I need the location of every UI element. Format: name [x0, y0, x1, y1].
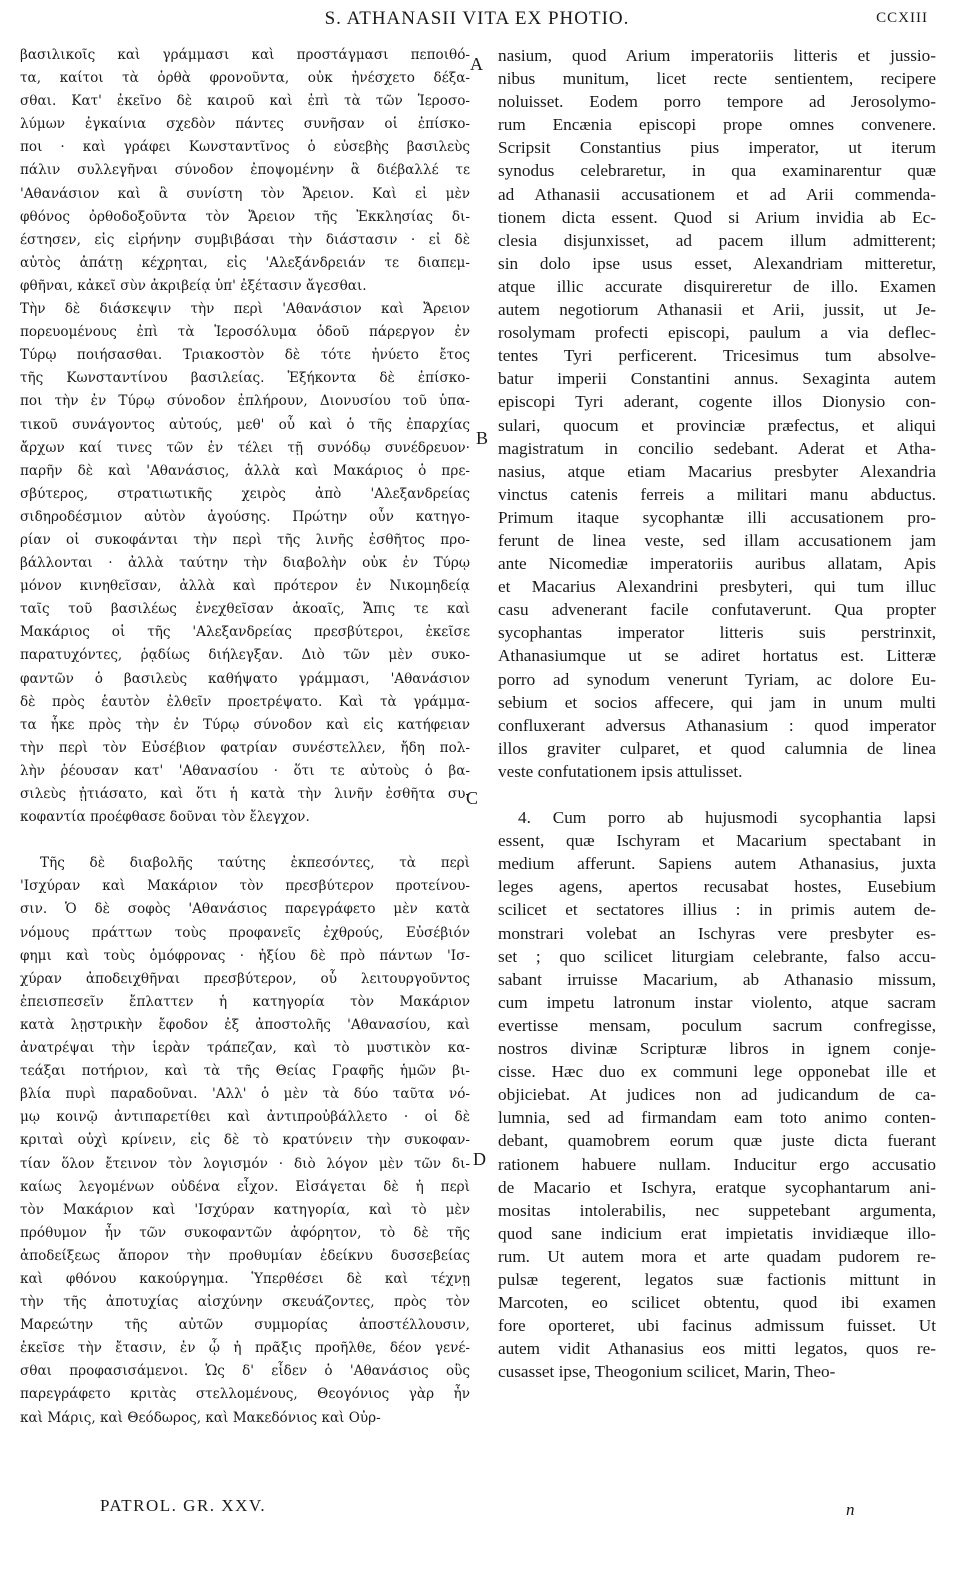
greek-text-line: βάλλονται · ἀλλὰ ταύτην τὴν διαβολὴν οὐκ ἐν Τύρῳ — [20, 555, 470, 572]
latin-text-line: clesia disjunxisset, ad pacem illum admitterent; — [498, 230, 936, 250]
latin-text-line: Scripsit Constantius pius imperator, ut iterum — [498, 138, 936, 158]
greek-text-line: ρίαν οἱ συκοφάνται τὴν περὶ τῆς λινῆς ἐσθῆτος προ- — [20, 531, 470, 548]
footer-volume: PATROL. GR. XXV. — [100, 1496, 267, 1515]
latin-text-line: ad Athanasii accusationem et ad Arii commenda- — [498, 184, 936, 204]
running-title: S. ATHANASII VITA EX PHOTIO. — [324, 8, 630, 29]
greek-text-line: Τύρῳ ποιήσασθαι. Τριακοστὸν δὲ τότε ἠνύετο ἔτος — [20, 347, 470, 364]
greek-text-line: λὴν ῥέουσαν κατ' 'Αθανασίου · ὅτι τε αὐτοὺς ὁ βα- — [20, 762, 470, 779]
latin-text-line: cisse. Hæc duo ex communi lege opponebat ille et — [498, 1062, 936, 1082]
greek-text-line: κριταὶ οὐχὶ κρίνειν, εἰς δὲ τὸ κρατύνειν τὴν συκοφαν- — [20, 1132, 470, 1149]
greek-text-line: αὐτὸς ἀπάτῃ κέχρηται, εἰς 'Αλεξάνδρειάν τε διαπεμ- — [20, 254, 470, 271]
greek-column — [20, 44, 470, 1430]
greek-text-line: τικοῦ συνάγοντος αὐτούς, μεθ' οὗ καὶ ὁ τῆς ἐπαρχίας — [20, 416, 470, 433]
greek-text-line: σιλεὺς ᾐτιάσατο, καὶ ὅτι ἡ κατὰ τὴν λινῆν ἐσθῆτα συ- — [20, 786, 470, 802]
greek-text-line: τα, καίτοι τὰ ὀρθὰ φρονοῦντα, οὐκ ἠνέσχετο δέξα- — [20, 70, 470, 87]
margin-letter-a: A — [470, 54, 483, 74]
latin-text-line: rum Encænia episcopi prope omnes convenere. — [498, 115, 936, 135]
latin-text-line: noluisset. Eodem porro tempore ad Jerosolymo- — [498, 92, 936, 112]
latin-text-line: autem vidit Athanasius eos mitti legatos, quos re- — [498, 1339, 936, 1359]
latin-text-line: ante Nicomediæ imperatoriis auribus allatam, Apis — [498, 554, 936, 574]
greek-text-line: λύμων ἐγκαίνια σχεδὸν πάντες συνῆσαν οἱ ἐπίσκο- — [20, 116, 470, 133]
greek-text-line: τὸν Μακάριον καὶ 'Ισχύραν κατηγορία, καὶ τὸ μὲν — [20, 1201, 470, 1218]
latin-text-line: porro ad synodum venerunt Tyriam, ac dolore Eu- — [498, 669, 936, 689]
latin-text-line: de Macario et Ischyra, eratque sycophantarum ani- — [498, 1177, 936, 1197]
greek-text-line: τῆς Κωνσταντίνου βασιλείας. Ἑξήκοντα δὲ ἐπίσκο- — [20, 370, 470, 387]
latin-text-line: casu advenerant facile confutaverunt. Qua propter — [498, 600, 936, 620]
greek-text-line: Τὴν δὲ διάσκεψιν τὴν περὶ 'Αθανάσιον καὶ Ἄρειον — [20, 301, 470, 318]
greek-text-line: σβύτερος, στρατιωτικῆς χειρὸς ἀπὸ 'Αλεξανδρείας — [20, 485, 470, 502]
latin-text-line: sulari, quocum et provinciæ præfectus, et aliqui — [498, 415, 936, 435]
latin-text-line: fore oporteret, ubi facinus admissum fuisset. Ut — [498, 1316, 936, 1336]
latin-text-line: tentes Tyri perficerent. Tricesimus tum absolve- — [498, 346, 936, 366]
latin-text-line: cusasset ipse, Theogonium scilicet, Marin, Theo- — [498, 1362, 836, 1382]
latin-text-line: quod sane indicium erat impietatis invidiæque illo- — [498, 1223, 936, 1243]
greek-text-line: σθαι. Κατ' ἐκεῖνο δὲ καιροῦ καὶ ἐπὶ τὰ τῶν Ἱεροσο- — [20, 93, 470, 110]
running-header — [0, 8, 954, 38]
latin-text-line: monstrari volebat an Ischyras vere presbyter es- — [498, 923, 936, 943]
greek-text-line: τα ἧκε πρὸς τὴν ἐν Τύρῳ σύνοδον καὶ εἰς κατήφειαν — [20, 716, 470, 733]
greek-text-line: πάλιν συλλεγῆναι σύνοδον ἐποψομένην ἃ διέβαλλέ τε — [20, 162, 470, 179]
greek-text-line: νόμους πράττων τοὺς προφανεῖς ἐχθρούς, Εὐσέβιόν — [20, 924, 470, 941]
latin-text-line: episcopi Tyri aderant, cogente illos Dionysio con- — [498, 392, 936, 412]
greek-text-line: Τῆς δὲ διαβολῆς ταύτης ἐκπεσόντες, τὰ περὶ — [40, 855, 470, 872]
latin-text-line: rationem habuere nullam. Inducitur ergo accusatio — [498, 1154, 936, 1174]
latin-text-line: scilicet et sectatores illius : in primis autem de- — [498, 900, 936, 920]
latin-text-line: atque illic accurate disquireretur de illo. Examen — [498, 276, 936, 296]
latin-text-line: Primum itaque sycophantæ illi accusationem pro- — [498, 507, 936, 527]
latin-text-line: et Macarius Alexandrini presbyteri, qui tum illuc — [498, 577, 936, 597]
greek-text-line: ἐκεῖσε τὴν ἔτασιν, ἐν ᾧ ἡ πρᾶξις προῆλθε, δέον γενέ- — [20, 1340, 470, 1357]
latin-text-line: magistratum in concilio sedebant. Aderat et Atha- — [498, 438, 936, 458]
greek-text-line: παρῆν δὲ καὶ 'Αθανάσιος, ἀλλὰ καὶ Μακάριος ὁ πρε- — [20, 462, 470, 479]
greek-text-line: δὲ πρὸς ἑαυτὸν ἐλθεῖν προετρέψατο. Καὶ τὰ γράμμα- — [20, 693, 470, 710]
greek-text-line: φημι καὶ τοὺς ὁμόφρονας · ἠξίου δὲ πρὸ πάντων 'Ισ- — [20, 947, 470, 964]
greek-text-line: 'Ισχύραν καὶ Μακάριον τὸν πρεσβύτερον προτείνου- — [20, 878, 470, 895]
greek-text-line: τὴν περὶ τὸν Εὐσέβιον φατρίαν συνέστελλεν, ἤδη πολ- — [20, 739, 470, 756]
greek-text-line: ποι · καὶ γράφει Κωνσταντῖνος ὁ εὐσεβὴς βασιλεὺς — [20, 139, 470, 156]
latin-text-line: nasium, quod Arium imperatoriis litteris et jussio- — [498, 46, 936, 65]
latin-text-line: nibus munitum, licet recte sentientem, recipere — [498, 69, 936, 89]
latin-text-line: synodus celebraretur, in qua examinarentur quæ — [498, 161, 936, 181]
latin-text-line: sabant irruisse Macarium, ab Athanasio missum, — [498, 969, 936, 989]
latin-text-line: ferunt de linea veste, sed illam accusationem jam — [498, 530, 936, 550]
margin-letter-c: C — [466, 788, 479, 808]
margin-letter-d: D — [473, 1149, 486, 1169]
greek-text-line: 'Αθανάσιον καὶ ἃ συνίστη τὸν Ἄρειον. Καὶ εἰ μὲν — [20, 185, 470, 202]
latin-text-line: 4. Cum porro ab hujusmodi sycophantia lapsi — [518, 808, 936, 828]
paragraph-gap — [498, 783, 936, 806]
latin-text-line: rosolymam profecti episcopi, paulum a via deflec- — [498, 323, 936, 343]
latin-text-line: cum impetu latronum instar violento, atque sacram — [498, 992, 936, 1012]
latin-text-line: leges agens, apertos recusabat hostes, Eusebium — [498, 877, 936, 897]
latin-text-line: pulsæ tegerent, legatos suæ factionis mittunt in — [498, 1269, 936, 1289]
latin-text-line: evertisse mensam, poculum sacrum confregisse, — [498, 1015, 936, 1035]
latin-text-line: veste confutationem ipsis attulisset. — [498, 761, 743, 781]
greek-text-line: ἀποδείξεως ἄπορον τὴν προθυμίαν ἐδείκνυ δυσσεβείας — [20, 1247, 470, 1264]
latin-text-line: nasius, atque etiam Macarius presbyter Alexandria — [498, 461, 936, 481]
greek-text-line: ἀνατρέψαι τὴν ἱερὰν τράπεζαν, καὶ τὸ μυστικὸν κα- — [20, 1040, 470, 1057]
footer-signature: n — [846, 1500, 855, 1519]
page-number: CCXIII — [876, 10, 928, 26]
latin-text-line: set ; quo scilicet liturgiam celebrante, falso accu- — [498, 946, 936, 966]
latin-text-line: vinctus catenis ferreis a militari manu abductus. — [498, 484, 936, 504]
greek-text-line: κατὰ λῃστρικὴν ἔφοδον ἐξ ἀποστολῆς 'Αθανασίου, καὶ — [20, 1016, 470, 1033]
greek-text-line: βασιλικοῖς καὶ γράμμασι καὶ προστάγμασι πεποιθό- — [20, 47, 470, 63]
greek-text-line: φαντῶν ὁ βασιλεὺς καθήψατο γράμμασι, 'Αθανάσιον — [20, 670, 470, 687]
latin-text-line: lumnia, sed ad firmandam eam toto animo conten- — [498, 1108, 936, 1128]
latin-text-line: batur imperii Constantini annus. Sexaginta autem — [498, 369, 936, 389]
latin-text-line: essent, quæ Ischyram et Macarium spectabant in — [498, 831, 936, 851]
paragraph-gap — [20, 829, 470, 852]
greek-text-line: ποι τὴν ἐν Τύρῳ σύνοδον ἐπλήρουν, Διονυσίου τοῦ ὑπα- — [20, 393, 470, 410]
margin-letter-b: B — [476, 428, 489, 448]
greek-text-line: χύραν ἀποδειχθῆναι πρεσβύτερον, οὗ λειτουργοῦντος — [20, 970, 470, 987]
latin-column — [498, 44, 936, 1383]
greek-text-line: βλία πυρὶ παραδοῦναι. 'Αλλ' ὁ μὲν τὰ δύο ταῦτα νό- — [20, 1086, 470, 1103]
greek-text-line: φθῆναι, κἀκεῖ σὺν ἀκριβείᾳ ὑπ' ἐξέτασιν ἄγεσθαι. — [20, 277, 367, 294]
latin-text-line: confluxerant adversus Athanasium : quod imperator — [498, 715, 936, 735]
greek-text-line: ἄρχων καί τινες τῶν ἐν τέλει τῇ συνόδῳ συνέδρευον· — [20, 439, 470, 456]
latin-text-line: rum. Ut autem mora et arte quadam pudorem re- — [498, 1246, 936, 1266]
latin-text-line: medium afferunt. Sapiens autem Athanasius, juxta — [498, 854, 936, 874]
greek-text-line: παρατυχόντες, ῥᾳδίως διήλεγξαν. Διὸ τῶν μὲν συκο- — [20, 647, 470, 664]
greek-text-line: τίαν ὅλον ἔτεινον τὸν λογισμόν · διὸ λόγον μὲν τῶν δι- — [20, 1155, 470, 1172]
latin-text-line: sin dolo ipse usus esset, Alexandriam mitteretur, — [498, 253, 936, 273]
latin-text-line: Marcoten, eo scilicet obtentu, quod ibi examen — [498, 1293, 936, 1313]
greek-text-line: σθαι προφασισάμενοι. Ὡς δ' εἶδεν ὁ 'Αθανάσιος οὓς — [20, 1363, 470, 1380]
greek-text-line: καίως λεγομένων οὐδένα εἶχον. Εἰσάγεται δὲ ἡ περὶ — [20, 1178, 470, 1195]
greek-text-line: ἐπεισπεσεῖν ἔπλαττεν ἡ κατηγορία τὸν Μακάριον — [20, 993, 470, 1010]
greek-text-line: πρόθυμον ἦν τῶν συκοφαντῶν ἀφόρητον, τὸ δὲ τῆς — [20, 1224, 470, 1241]
greek-text-line: πορευομένους ἐπὶ τὰ Ἱεροσόλυμα ὁδοῦ πάρεργον ἐν — [20, 324, 470, 341]
latin-text-line: debant, quamobrem eorum quæ juste dicta fuerant — [498, 1131, 936, 1151]
greek-text-line: καὶ Μάρις, καὶ Θεόδωρος, καὶ Μακεδόνιος καὶ Οὐρ- — [20, 1409, 381, 1426]
greek-text-line: έστησεν, εἰς εἰρήνην συμβιβάσαι τὴν διάστασιν · εἰ δὲ — [20, 231, 470, 248]
greek-text-line: παρεγράφετο κριτὰς στελλομένους, Θεογόνιος γὰρ ἦν — [20, 1386, 470, 1403]
greek-text-line: μῳ κοινῷ ἀντιπαρετίθει καὶ ἀντιπροὐβάλλετο · οἱ δὲ — [20, 1109, 470, 1126]
greek-text-line: φθόνος ὀρθοδοξοῦντα τὸν Ἄρειον τῆς Ἐκκλησίας δι- — [20, 208, 470, 225]
greek-text-line: τὴν τῆς ἀποτυχίας αἰσχύνην σκευάζοντες, πρὸς τὸν — [20, 1294, 470, 1311]
latin-text-line: objiciebat. At judices non ad judicandum de ca- — [498, 1085, 936, 1105]
latin-text-line: tionem dicta essent. Quod si Arium invidia ab Ec- — [498, 207, 936, 227]
greek-text-line: σιν. Ὁ δὲ σοφὸς 'Αθανάσιος παρεγράφετο μὲν κατὰ — [20, 901, 470, 918]
latin-text-line: nostros divinæ Scripturæ libros in ignem conje- — [498, 1039, 936, 1059]
greek-text-line: καὶ φθόνου κακούργημα. Ὑπερθέσει δὲ καὶ τέχνῃ — [20, 1270, 470, 1287]
greek-text-line: σιδηροδέσμιον αὐτὸν ἀγούσης. Πρώτην οὖν κατηγο- — [20, 508, 470, 525]
latin-text-line: illos graviter culparet, et quod calumnia de linea — [498, 738, 936, 758]
greek-text-line: κοφαντία προέφθασε δοῦναι τὸν ἔλεγχον. — [20, 809, 310, 826]
latin-text-line: autem negotiorum Athanasii et Arii, jussit, ut Je- — [498, 300, 936, 320]
latin-text-line: sebium et socios affecere, qui jam in unum multi — [498, 692, 936, 712]
greek-text-line: Μαρεώτην τῆς αὐτῶν συμμορίας ἀποστέλλουσιν, — [20, 1317, 470, 1334]
greek-text-line: Μακάριος οἱ τῆς 'Αλεξανδρείας πρεσβύτεροι, ἐκεῖσε — [20, 624, 470, 641]
greek-text-line: μόνον κινηθεῖσαν, ἀλλὰ καὶ πρότερον ἐν Νικομηδείᾳ — [20, 578, 470, 595]
latin-text-line: mositas intolerabilis, nec suppetebant argumenta, — [498, 1200, 936, 1220]
greek-text-line: τεάξαι ποτήριον, καὶ τὰ τῆς Θείας Γραφῆς ἡμῶν βι- — [20, 1063, 470, 1080]
latin-text-line: Athanasiumque ut se adiret hortatus est. Litteræ — [498, 646, 936, 666]
latin-text-line: sycophantas imperator litteris suis perstrinxit, — [498, 623, 936, 643]
greek-text-line: ταῖς τοῦ βασιλέως ἐνεχθεῖσαν ἀκοαῖς, Ἄπις τε καὶ — [20, 601, 470, 618]
